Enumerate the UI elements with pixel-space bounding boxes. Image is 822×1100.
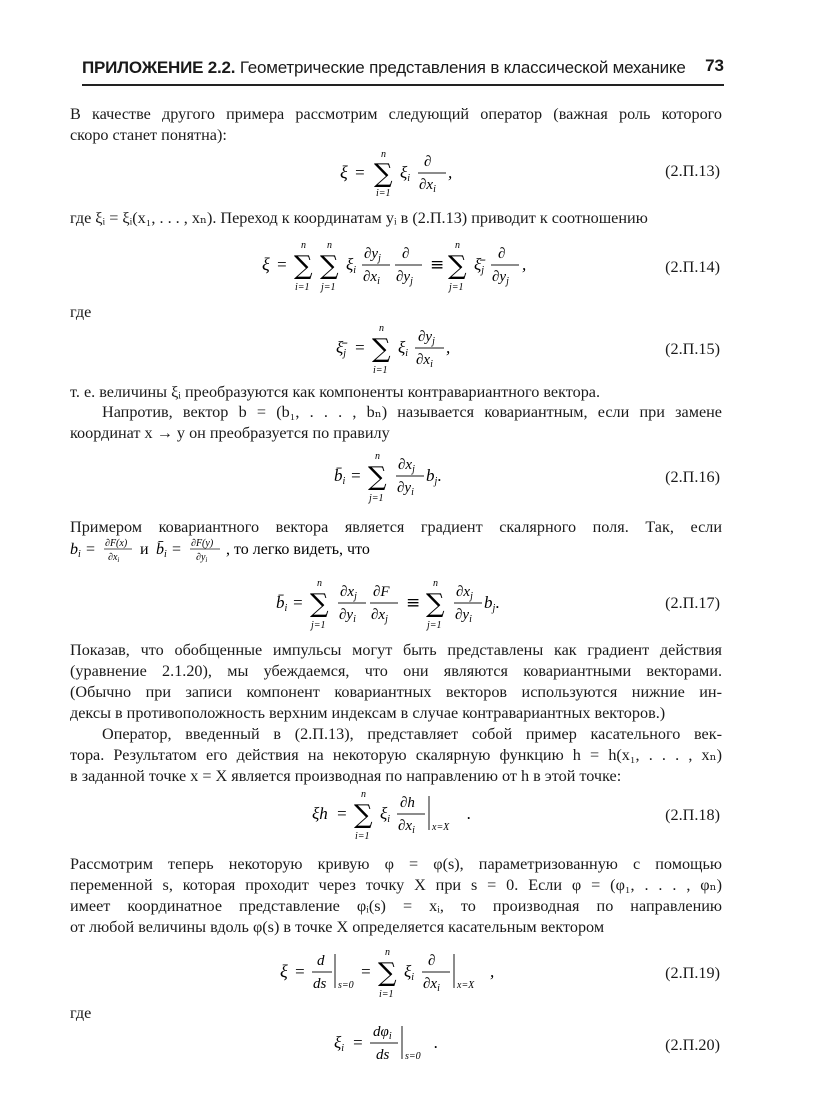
svg-text:i=1: i=1 [379, 989, 394, 1000]
equation-number: (2.П.20) [665, 1036, 720, 1054]
svg-text:∂yi: $\partial y_i$ [397, 480, 414, 498]
svg-text:∂xi: $\partial x_i$ [108, 552, 120, 564]
page-number: 73 [705, 56, 724, 75]
svg-text:n: n [361, 789, 366, 800]
svg-text:∂xi: $\partial x_i$ [363, 269, 380, 287]
svg-text:=: = [354, 338, 366, 357]
svg-text:∂yj: $\partial y_j$ [364, 246, 381, 264]
svg-text:d: d [317, 953, 325, 969]
svg-text:∂xi: $\partial x_i$ [398, 818, 415, 836]
text-line: тора. Результатом его действия на некоторую скалярную функцию h = h(x₁, . . . , xₙ) [70, 746, 722, 764]
text-line: Оператор, введенный в (2.П.13), представляет собой пример касательного век- [102, 725, 722, 743]
svg-text:=: = [276, 255, 288, 274]
paragraph-3 [70, 382, 722, 403]
svg-text:∑: ∑ [354, 800, 373, 830]
svg-text:=: = [294, 962, 306, 981]
svg-text:ξ̄j: ξ̄j [474, 255, 485, 276]
svg-text:=: = [86, 541, 96, 558]
svg-text:ξi: ξi [398, 338, 409, 359]
svg-text:∂xj: $\partial x_j$ [456, 584, 473, 602]
equation-14 [262, 236, 542, 296]
equation-18 [312, 786, 482, 844]
svg-text:,: , [522, 255, 527, 274]
svg-text:∑: ∑ [368, 462, 387, 492]
svg-text:j=1: j=1 [369, 493, 384, 504]
svg-text:=: = [336, 804, 348, 823]
svg-text:=: = [292, 593, 304, 612]
svg-text:ξi: ξi [404, 962, 415, 983]
equation-20 [334, 1018, 454, 1070]
svg-text:s=0: s=0 [338, 980, 354, 991]
svg-text:n: n [317, 578, 322, 589]
text-line: где ξᵢ = ξᵢ(x₁, . . . , xₙ). Переход к координатам yᵢ в (2.П.13) приводит к соотношению [70, 209, 648, 227]
svg-text:bj.: bj. [426, 466, 442, 487]
equation-number: (2.П.14) [665, 258, 720, 276]
text-line: Напротив, вектор b = (b₁, . . . , bₙ) называется ковариантным, если при замене [102, 403, 722, 421]
paragraph-4 [70, 402, 722, 444]
svg-text:n: n [433, 578, 438, 589]
paragraph-8 [70, 854, 722, 938]
paragraph-1 [70, 104, 722, 146]
svg-text:∂xj: $\partial x_j$ [340, 584, 357, 602]
svg-text:,: , [448, 163, 453, 182]
text-line: координат x → y он преобразуется по правилу [70, 424, 390, 442]
svg-text:∂yi: $\partial y_i$ [339, 607, 356, 625]
svg-text:∑: ∑ [372, 334, 391, 364]
svg-text:∑: ∑ [310, 589, 329, 619]
equation-13 [340, 146, 460, 200]
svg-text:=: = [354, 163, 366, 182]
text-line: переменной s, которая проходит через точку X при s = 0. Если φ = (φ₁, . . . , φₙ) [70, 876, 722, 894]
svg-text:n: n [327, 240, 332, 251]
svg-text:ds: ds [313, 976, 327, 992]
svg-text:ξ: ξ [262, 254, 270, 274]
svg-text:∑: ∑ [378, 958, 397, 988]
text-line: (Обычно при записи компонент ковариантных векторов используются нижние ин- [70, 683, 722, 701]
chapter-title: Геометрические представления в классической механике [239, 58, 686, 77]
equation-19-graphic [280, 944, 510, 1002]
svg-text:n: n [385, 947, 390, 958]
equation-number: (2.П.15) [665, 340, 720, 358]
svg-text:, то легко видеть, что: , то легко видеть, что [226, 541, 370, 558]
svg-text:ξi: ξi [400, 163, 411, 184]
svg-text:b̄i: b̄i [276, 593, 288, 614]
svg-text:∂F(x): ∂F(x) [105, 538, 128, 549]
svg-text:∂xi: $\partial x_i$ [423, 976, 440, 994]
svg-text:j=1: j=1 [311, 620, 326, 631]
svg-text:ξ̄j: ξ̄j [336, 338, 347, 359]
svg-text:bi: bi [70, 541, 81, 560]
equation-number: (2.П.13) [665, 162, 720, 180]
svg-text:.: . [434, 1033, 439, 1052]
svg-text:,: , [446, 338, 451, 357]
svg-text:∑: ∑ [294, 251, 313, 281]
text-line: Рассмотрим теперь некоторую кривую φ = φ(s), параметризованную с помощью [70, 855, 722, 873]
svg-text:∂: ∂ [428, 953, 436, 969]
svg-text:n: n [375, 451, 380, 462]
svg-text:b̄i: b̄i [334, 466, 346, 487]
paragraph-5-continued [70, 539, 722, 567]
where-label: где [70, 1004, 92, 1022]
svg-text:ξ: ξ [280, 961, 288, 981]
svg-text:∂xj: $\partial x_j$ [398, 457, 415, 475]
svg-text:≡: ≡ [406, 593, 421, 613]
svg-text:∂F: ∂F [373, 584, 390, 600]
svg-text:∑: ∑ [448, 251, 467, 281]
inline-gradient-formula [70, 535, 430, 565]
svg-text:∂: ∂ [424, 154, 432, 170]
equation-20-graphic [334, 1018, 454, 1070]
equation-number: (2.П.16) [665, 468, 720, 486]
text-line: В качестве другого примера рассмотрим следующий оператор (важная роль которого [70, 105, 722, 123]
text-line: имеет координатное представление φᵢ(s) = xᵢ, то производная по направлению [70, 897, 722, 915]
equation-number: (2.П.19) [665, 964, 720, 982]
svg-text:i=1: i=1 [373, 365, 388, 376]
svg-text:≡: ≡ [430, 255, 445, 275]
svg-text:∂yj: $\partial y_j$ [396, 269, 413, 287]
running-header [82, 56, 724, 82]
svg-text:∂yi: $\partial y_i$ [196, 552, 208, 564]
equation-14-graphic [262, 236, 542, 296]
svg-text:n: n [379, 323, 384, 334]
equation-16-graphic [334, 448, 464, 506]
text-line: скоро станет понятна): [70, 126, 227, 144]
equation-number: (2.П.18) [665, 806, 720, 824]
svg-text:=: = [172, 541, 182, 558]
svg-text:ds: ds [376, 1047, 390, 1063]
paragraph-7 [70, 724, 722, 787]
svg-text:∂yj: $\partial y_j$ [492, 269, 509, 287]
equation-16 [334, 448, 464, 506]
svg-text:ξh: ξh [312, 804, 328, 823]
svg-text:,: , [490, 962, 495, 981]
svg-text:∂yi: $\partial y_i$ [455, 607, 472, 625]
svg-text:∂xi: $\partial x_i$ [419, 177, 436, 195]
svg-text:∂yj: $\partial y_j$ [418, 329, 435, 347]
paragraph-6 [70, 640, 722, 724]
svg-text:x=X: x=X [432, 822, 450, 833]
text-line: Примером ковариантного вектора является градиент скалярного поля. Так, если [70, 518, 722, 536]
equation-18-graphic [312, 786, 482, 844]
header-title [82, 58, 686, 78]
text-line: (уравнение 2.1.20), мы убеждаемся, что они являются ковариантными векторами. [70, 662, 722, 680]
equation-17 [276, 574, 526, 634]
svg-text:∂: ∂ [498, 246, 506, 262]
svg-text:n: n [455, 240, 460, 251]
header-rule [82, 84, 724, 86]
equation-13-text [0, 0, 1, 1]
text-line: в заданной точке x = X является производная по направлению от h в этой точке: [70, 767, 622, 785]
svg-text:i=1: i=1 [376, 188, 391, 199]
svg-text:j=1: j=1 [449, 282, 464, 293]
svg-text:=: = [360, 962, 372, 981]
svg-text:ξi: ξi [334, 1033, 345, 1054]
text-line: от любой величины вдоль φ(s) в точке X определяется касательным вектором [70, 918, 605, 936]
text-line: дексы в противоположность верхним индексам в случае контравариантных векторов.) [70, 704, 666, 722]
svg-text:∂xi: $\partial x_i$ [416, 352, 433, 370]
svg-text:i=1: i=1 [355, 831, 370, 842]
where-label: где [70, 303, 92, 321]
svg-text:∂h: ∂h [400, 795, 415, 811]
svg-text:n: n [301, 240, 306, 251]
svg-text:x=X: x=X [457, 980, 475, 991]
svg-text:∑: ∑ [374, 159, 393, 189]
text-line: Показав, что обобщенные импульсы могут быть представлены как градиент действия [70, 641, 722, 659]
svg-text:i=1: i=1 [295, 282, 310, 293]
svg-text:∂: ∂ [402, 246, 410, 262]
svg-text:n: n [381, 149, 386, 160]
svg-text:s=0: s=0 [405, 1051, 421, 1062]
svg-text:∂F(y): ∂F(y) [191, 538, 214, 549]
svg-text:∑: ∑ [320, 251, 339, 281]
equation-19 [280, 944, 510, 1002]
svg-text:j=1: j=1 [427, 620, 442, 631]
svg-text:b̄i: b̄i [156, 541, 167, 560]
svg-text:=: = [350, 466, 362, 485]
svg-text:∑: ∑ [426, 589, 445, 619]
svg-text:dφi: $d\varphi_i$ [373, 1024, 392, 1042]
equation-number: (2.П.17) [665, 594, 720, 612]
svg-text:.: . [467, 804, 472, 823]
svg-text:=: = [352, 1033, 364, 1052]
svg-text:ξi: ξi [380, 804, 391, 825]
svg-text:ξi: ξi [346, 255, 357, 276]
appendix-label: ПРИЛОЖЕНИЕ 2.2. [82, 58, 236, 77]
equation-15 [336, 320, 466, 378]
svg-text:∂xj: $\partial x_j$ [371, 607, 388, 625]
equation-13-graphic [340, 146, 460, 200]
paragraph-2 [70, 208, 722, 229]
svg-text:j=1: j=1 [321, 282, 336, 293]
svg-text:ξ: ξ [340, 162, 348, 182]
equation-15-graphic [336, 320, 466, 378]
text-line: т. е. величины ξᵢ преобразуются как компоненты контравариантного вектора. [70, 383, 601, 401]
equation-17-graphic [276, 574, 526, 634]
svg-text:и: и [140, 541, 149, 558]
svg-text:bj.: bj. [484, 593, 500, 614]
